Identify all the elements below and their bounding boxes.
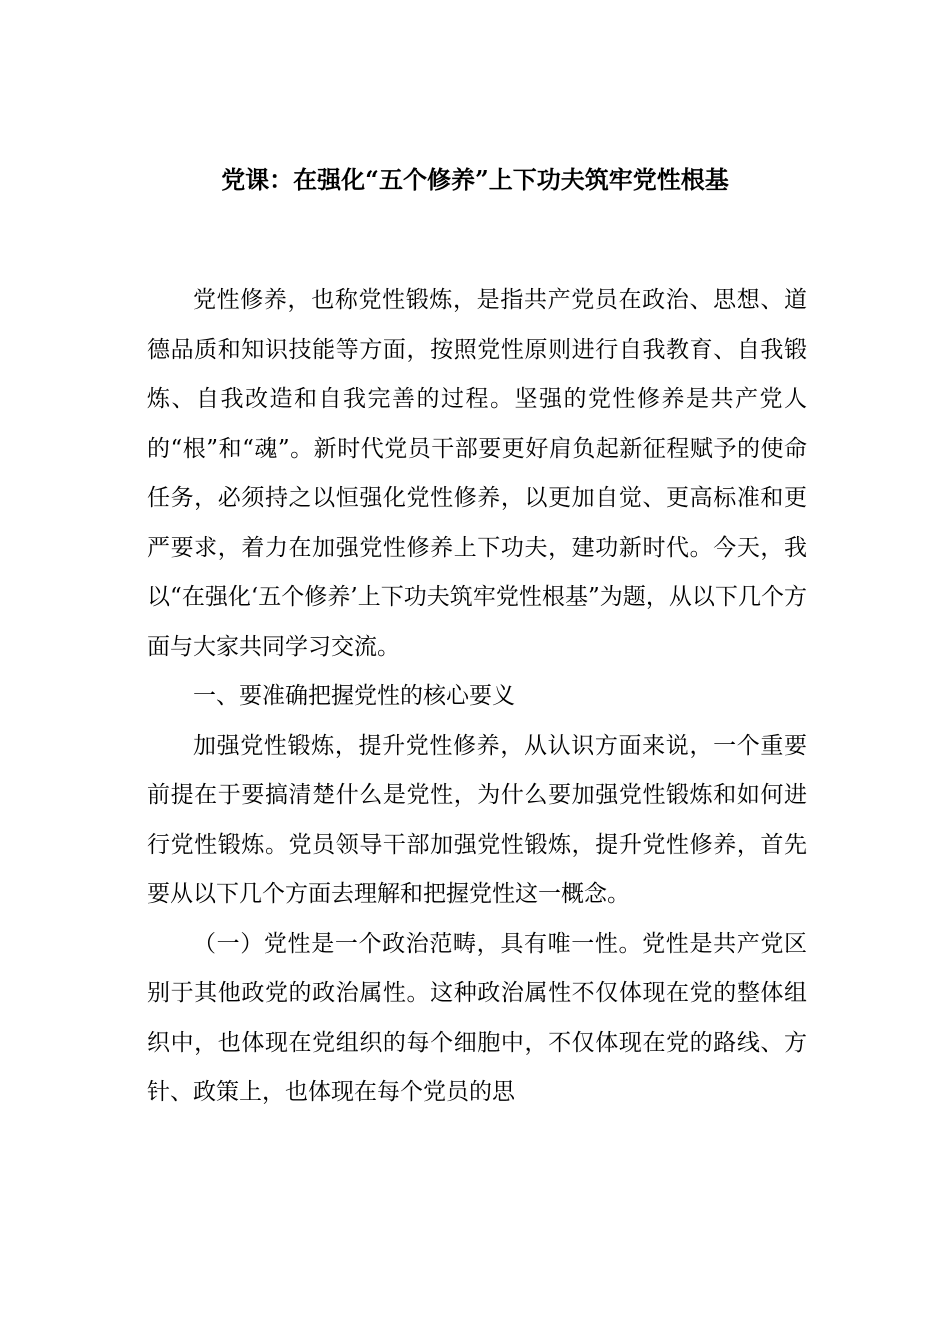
document-title: 党课：在强化“五个修养”上下功夫筑牢党性根基 <box>221 165 729 194</box>
section-heading: 一、要准确把握党性的核心要义 <box>193 683 515 709</box>
section-paragraph: 加强党性锻炼，提升党性修养，从认识方面来说，一个重要前提在于要搞清楚什么是党性，为什么要加强党性锻炼和如何进行党性锻炼。党员领导干部加强党性锻炼，提升党性修养，首先要从以下几个方面去理解和把握党性这一概念。 <box>147 732 807 907</box>
intro-paragraph: 党性修养，也称党性锻炼，是指共产党员在政治、思想、道德品质和知识技能等方面，按照党性原则进行自我教育、自我锻炼、自我改造和自我完善的过程。坚强的党性修养是共产党人的“根”和“魂”。新时代党员干部要更好肩负起新征程赋予的使命任务，必须持之以恒强化党性修养，以更加自觉、更高标准和更严要求，着力在加强党性修养上下功夫，建功新时代。今天，我以“在强化‘五个修养’上下功夫筑牢党性根基”为题，从以下几个方面与大家共同学习交流。 <box>147 287 807 660</box>
document-body <box>147 276 807 1118</box>
subsection-paragraph: （一）党性是一个政治范畴，具有唯一性。党性是共产党区别于其他政党的政治属性。这种政治属性不仅体现在党的整体组织中，也体现在党组织的每个细胞中，不仅体现在党的路线、方针、政策上，也体现在每个党员的思 <box>147 930 807 1105</box>
